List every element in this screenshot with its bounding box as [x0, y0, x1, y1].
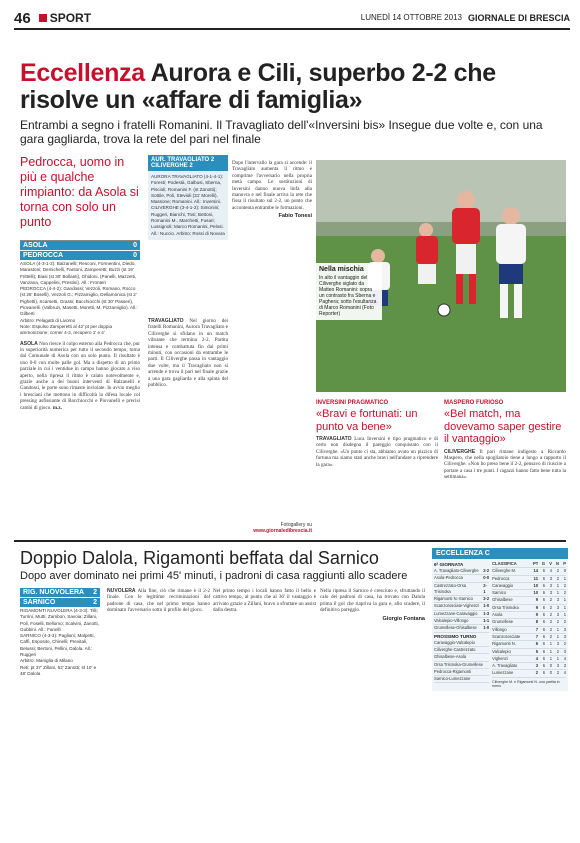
score-row-away [20, 251, 140, 260]
travagliato-body-col2 [232, 160, 312, 219]
standings-row [492, 627, 566, 634]
standings-cols [533, 561, 566, 567]
next-match: Sarnico-Lumezzane [434, 676, 471, 682]
team-name: ASOLA [23, 242, 48, 249]
standings-row [492, 590, 566, 597]
result-score: 0-0 [483, 575, 490, 581]
travagliato-body-text: Nel giorno dei fratelli Romanini, Aurora Travagliato e Ciliverghe si sfidano in un match vibrante che termina 2-2. Partita intensa e combattuta fin dai primi minuti, con occasioni da entrambe le parti. Il Ciliverghe passa in vantaggio due volte, ma il Travagliato non si arrende e trova il pari nel finale grazie a una gara gagliarda e alla spinta del pubblico. [148, 318, 228, 389]
standings-team: Lumezzane [492, 670, 514, 676]
col-header: P [563, 561, 566, 566]
team-score: 0 [133, 242, 137, 249]
standings-g: 6 [542, 626, 545, 632]
travagliato-body [148, 318, 228, 388]
headline-league: Eccellenza [20, 59, 145, 87]
next-match: Pedrocca-Rigamonti [434, 668, 472, 674]
asola-body [20, 341, 140, 411]
next-row [434, 640, 489, 647]
next-row [434, 662, 489, 669]
standings-p: 1 [563, 604, 566, 610]
standings-v: 2 [549, 619, 552, 625]
standings-pt: 5 [535, 648, 538, 654]
standings-team: A. Travagliato [492, 663, 518, 669]
dateline: CILIVERGHE [444, 448, 476, 455]
standings-row [492, 649, 566, 656]
standings-g: 6 [542, 612, 545, 618]
next-row [434, 654, 489, 661]
asola-body-text: Non riesce il colpo esterno alla Pedrocca che, pur in superiorità numerica per tutto il secondo tempo, torna dal Comunale di Asola con un solo punto. Il risultato è uno 0-0 con molte palle gol. Ma a dispetto di un primo parziale in cui i ventidue in campo hanno giocato a viso aperto, nella ripresa il ritmo è calato notevolmente e, grazie anche a dei buoni interventi di Balzanelli e Gandossi, le porte sono rimaste inviolate. In avvio meglio i bresciani che mettono in difficoltà la difesa locale col pressing asfissiante di Bacchiocchi e Piovanelli e precisi cambi di gioco. [20, 340, 140, 411]
standings-p: 2 [563, 582, 566, 588]
next-row [434, 669, 489, 676]
standings-n: 3 [556, 663, 559, 669]
side-kicker: INVERSINI PRAGMATICO [316, 400, 389, 406]
standings-values [533, 627, 566, 633]
result-row [434, 575, 489, 582]
next-list [434, 640, 489, 684]
asola-column [20, 155, 140, 411]
standings-team: Orsa Trismoka [492, 604, 519, 610]
standings-v: 2 [549, 633, 552, 639]
standings-n: 1 [556, 626, 559, 632]
standings-team: Grumellese [492, 619, 514, 625]
standings-p: 2 [563, 641, 566, 647]
standings-team: Valcalepio [492, 648, 511, 654]
standings-pt: 6 [535, 641, 538, 647]
standings-pt: 9 [535, 612, 538, 618]
standings-p: 0 [563, 568, 566, 574]
team-name: RIG. NUOVOLERA [23, 589, 85, 596]
standings-pt: 10 [533, 582, 538, 588]
standings-g: 6 [542, 633, 545, 639]
standings-g: 6 [542, 641, 545, 647]
rig-body-text: Nel primo tempo i locali hanno fatto il bello e cattivo tempo, al punto che al 36' il vantaggio è arrivato grazie a Zillani, bravo a sfruttare un assist dalla destra. [213, 588, 316, 614]
standings-n: 2 [556, 575, 559, 581]
eccellenza-content [432, 559, 568, 691]
lineup-sarnico: SARNICO (4-3-3): Paglioni; Malpetti, Caffi, Esposito, Chinelli; Previtali, Belussi; Bertoni, Pellini, Dalola. All.: Ruggeri [20, 633, 95, 658]
results-list [434, 568, 489, 633]
rig-body-text: Alla fine, ciò che rimane è il 2-2 finale. Con le legittime recriminazioni del padrone di casa, che nel primo tempo hanno dominato l'avversario sotto il profilo del gioco. [107, 588, 210, 614]
team-name: SARNICO [23, 599, 56, 606]
col-header: PT [533, 561, 539, 566]
dateline: TRAVAGLIATO [148, 318, 184, 324]
rig-body-text: Nella ripresa il Sarnico è cresciuto e, sfruttando il calo dei padroni di casa, ha trovato con Dalola prima il gol che riapriva la gara e, allo scadere, il definitivo pareggio. [320, 588, 425, 614]
standings-g: 6 [542, 575, 545, 581]
standings-values [533, 670, 566, 676]
standings-pt: 11 [533, 575, 538, 581]
standings-row [492, 605, 566, 612]
next-label: PROSSIMO TURNO [434, 633, 477, 639]
standings-team: Rigamonti N. [492, 641, 516, 647]
referee: Arbitro: Maniglia di Milano [20, 658, 73, 664]
standings-values [533, 597, 566, 603]
standings-values [533, 605, 566, 611]
standings-pt: 7 [535, 626, 538, 632]
standings-p: 1 [563, 597, 566, 603]
standings-n: 3 [556, 641, 559, 647]
result-row [434, 603, 489, 610]
standings-v: 3 [549, 575, 552, 581]
section-name: SPORT [49, 11, 92, 25]
standings-values [533, 663, 566, 669]
eccellenza-title: ECCELLENZA C [432, 548, 568, 559]
standings-p: 2 [563, 619, 566, 625]
standings-n: 2 [556, 670, 559, 676]
standings-g: 6 [542, 619, 545, 625]
standings-pt: 9 [535, 597, 538, 603]
standings-header [492, 561, 566, 568]
col-header: N [556, 561, 559, 566]
section-square-icon [39, 14, 47, 22]
standings-pt: 8 [535, 619, 538, 625]
standings-n: 2 [556, 619, 559, 625]
standings-v: 3 [549, 582, 552, 588]
results-column [434, 561, 489, 689]
result-match: A. Travagliato-Ciliverghe [434, 568, 479, 573]
standings-v: 0 [549, 670, 552, 676]
standings-values [533, 583, 566, 589]
standings-team: Scanzorosciate [492, 633, 521, 639]
standings-g: 6 [542, 670, 545, 676]
standings-g: 6 [542, 604, 545, 610]
standings-pt: 3 [535, 663, 538, 669]
result-match: Lumezzane-Caravaggio [434, 610, 478, 616]
rigamonti-body-col3 [320, 588, 425, 622]
lineup-pedrocca: PEDROCCA (4-4-2): Gandossi; Vezzoli, Romano, Rocco (st 26' Boselli), Vezzoli G.; Pizzamiglio, Dellamonica (st 2' Pighetti), Scarsetti, Grassi; Bacchiocchi (st 30' Passeri), Piovanelli. (Valbruzi, Masetti, Moretti, M. Pizzamiglio). All.: Gilberti [20, 286, 138, 317]
standings-values [533, 576, 566, 582]
standings-label: CLASSIFICA [492, 561, 517, 566]
result-match: Valcalepio-Villongo [434, 618, 469, 624]
standings-team: Ghisalbese [492, 597, 513, 603]
standings-pt: 14 [533, 568, 538, 574]
standings-p: 3 [563, 626, 566, 632]
standings-row [492, 597, 566, 604]
caption-title: Nella mischia [319, 266, 364, 273]
team-score: 2 [93, 589, 97, 596]
second-subhead: Dopo aver dominato nei primi 45' minuti, i padroni di casa raggiunti allo scadere [20, 570, 408, 582]
section-label [39, 11, 91, 25]
result-row [434, 583, 489, 597]
standings-team: Caravaggio [492, 582, 514, 588]
standings-pt: 7 [535, 633, 538, 639]
rig-body [107, 588, 210, 614]
page-number: 46 [14, 9, 31, 27]
side-body [444, 449, 566, 481]
standings-v: 2 [549, 597, 552, 603]
next-row [434, 647, 489, 654]
standings-values [533, 612, 566, 618]
result-score: 2-1 [483, 582, 487, 594]
headline-text: Aurora e Cili, superbo 2-2 che risolve un «affare di famiglia» [20, 59, 496, 114]
standings-values [533, 656, 566, 662]
standings-g: 6 [542, 655, 545, 661]
standings-note: Ciliverghe M. e Rigamonti N. una partita in meno [492, 679, 560, 689]
standings-row [492, 634, 566, 641]
dateline: NUVOLERA [107, 588, 136, 594]
page-header [14, 8, 570, 30]
standings-v: 1 [549, 655, 552, 661]
side-body-text: Il pari rimane indigesto a Riccardo Maspero, che nella spogliatoio tiene a lungo a rapporto il Ciliverghe. «Non ho preso bene il 2-2, pensavo di riuscire a portare a casa i tre punti. I ragazzi hanno fatto bene tutta la settimana». [444, 448, 566, 481]
standings-v: 2 [549, 612, 552, 618]
team-score: 2 [93, 599, 97, 606]
standings-p: 1 [563, 575, 566, 581]
standings-pt: 4 [535, 655, 538, 661]
result-score: 1-0 [483, 625, 490, 631]
standings-values [533, 619, 566, 625]
standings-n: 1 [556, 582, 559, 588]
standings-v: 2 [549, 604, 552, 610]
standings-n: 1 [556, 590, 559, 596]
standings-n: 1 [556, 655, 559, 661]
standings-g: 6 [542, 568, 545, 574]
photo-caption [316, 263, 382, 320]
standings-row [492, 568, 566, 575]
next-match: Ciliverghe-Castrezzato [434, 646, 476, 652]
side-title: «Bel match, ma dovevamo saper gestire il vantaggio» [444, 408, 562, 445]
rigamonti-body-col2 [213, 588, 316, 614]
score-row-away [20, 598, 100, 607]
sidebar-inversini [316, 400, 438, 468]
next-row [434, 676, 489, 683]
travagliato-box-body [148, 171, 228, 240]
sidebar-maspero [444, 400, 566, 481]
standings-team: Villongo [492, 626, 507, 632]
standings-n: 2 [556, 568, 559, 574]
result-score: 1-3 [483, 610, 490, 616]
standings-team: Pedrocca [492, 575, 510, 581]
standings-n: 3 [556, 604, 559, 610]
caption-body: In alto il vantaggio del Ciliverghe siglato da Matteo Romanini: sopra un contrasto fra Sberna e Paghera; sotto l'esultanza di Marco Romanini (Foto Reporter) [319, 275, 377, 317]
standings-p: 1 [563, 612, 566, 618]
standings-v: 1 [549, 641, 552, 647]
standings-row [492, 641, 566, 648]
result-match: Grumellese-Ghisalbese [434, 625, 477, 631]
standings-values [533, 568, 566, 574]
rigamonti-body-col1 [107, 588, 210, 614]
result-match: Asola-Pedrocca [434, 575, 463, 581]
standings-team: Vighenzi [492, 655, 508, 661]
standings-g: 6 [542, 663, 545, 669]
standings-v: 0 [549, 663, 552, 669]
standings-p: 3 [563, 663, 566, 669]
standings-p: 4 [563, 655, 566, 661]
side-title: «Bravi e fortunati: un punto va bene» [316, 408, 418, 433]
standings-v: 3 [549, 590, 552, 596]
fotogallery-label: Fotogallery su [280, 522, 312, 528]
travagliato-box-head: AUR. TRAVAGLIATO 2 CILIVERGHE 2 [148, 155, 228, 171]
standings-n: 3 [556, 597, 559, 603]
result-score: 2-2 [483, 596, 490, 602]
result-row [434, 625, 489, 632]
standings-n: 1 [556, 633, 559, 639]
score-row-home [20, 588, 100, 597]
standings-list [492, 568, 566, 677]
result-match: Scanzorosciate-Vighenzi [434, 603, 479, 609]
byline: Giorgio Fontana [382, 615, 425, 622]
standings-team: Asola [492, 612, 503, 618]
result-score: 1-1 [483, 618, 490, 624]
standings-values [533, 590, 566, 596]
standings-column [492, 561, 566, 689]
side-body-text: Luca Inversini è tipo pragmatico e di certo non disdegna il pareggio conquistato con il Ciliverghe. «Un punto ci sta, abbiamo avuto un pizzico di fortuna ma siamo stati anche bravi nell'andare a riprendere la gara». [316, 436, 439, 468]
standings-g: 6 [542, 648, 545, 654]
next-match: Orsa Trismoka-Grumellese [434, 661, 483, 667]
standings-p: 4 [563, 670, 566, 676]
referee: Arbitro: Pelagatti di Livorno [20, 317, 76, 323]
dateline: TRAVAGLIATO [316, 436, 352, 442]
result-score: 1-0 [483, 603, 490, 609]
standings-values [533, 641, 566, 647]
team-score: 0 [133, 252, 137, 259]
main-subhead: Entrambi a segno i fratelli Romanini. Il Travagliato dell'«Inversini bis» Insegue due volte e, con una gara gagliarda, trova la rete del pari nel finale [20, 118, 543, 146]
standings-n: 2 [556, 648, 559, 654]
col-header: V [549, 561, 552, 566]
score-row-home [20, 241, 140, 250]
result-row [434, 618, 489, 625]
standings-pt: 10 [533, 590, 538, 596]
result-row [434, 611, 489, 618]
standings-v: 1 [549, 648, 552, 654]
result-match: Rigamonti N.-Sarnico [434, 596, 473, 602]
travagliato-body-col1 [148, 318, 228, 388]
rigamonti-box [20, 588, 100, 677]
side-kicker: MASPERO FURIOSO [444, 400, 504, 406]
result-match: Castrezzato-Orsa Trismoka [434, 582, 467, 594]
eccellenza-box [432, 548, 568, 691]
standings-values [533, 634, 566, 640]
lineup-rigamonti: RIGAMONTI NUVOLERA (4-3-3): Tilli; Turrini, Mutti, Zambon, Savoia; Zillani, Poli, Foselli, Bellomo; Scalvini, Zanotti, Gubbini. All.: Fanelli [20, 608, 99, 632]
lineup-asola: ASOLA (4-3-1-2): Balzanelli; Resconi, Formentini, Diedo, Marastoni; Demichelli, Fantoni, Zamperetti; Buzzi (st 19' Frittelli); Biasi (st 30' Bollanti), Ghidoni. (Panelli, Mazzetti, Vanzana, Cappelini, Prestini). All.: Fronteri [20, 261, 137, 285]
asola-kicker: Pedrocca, uomo in più e qualche rimpianto: da Asola si torna con solo un punto [20, 155, 139, 229]
standings-p: 3 [563, 648, 566, 654]
standings-g: 6 [542, 582, 545, 588]
standings-team: Ciliverghe M. [492, 568, 517, 574]
travagliato-body-cont: Dopo l'intervallo la gara si accende: il Travagliato aumenta il ritmo e comprime l'avversario nella propria metà campo. Le sostituzioni di Inversini danno nuova linfa alla manovra e nel finale arriva la rete che fissa il risultato sul 2-2, un punto che accontenta entrambe le formazioni. [232, 160, 312, 211]
asola-score-box [20, 240, 140, 260]
byline: m.z. [52, 404, 62, 411]
standings-row [492, 612, 566, 619]
next-match: Caravaggio-Valcalepio [434, 639, 475, 645]
ball-icon [438, 304, 450, 316]
fotogallery-credit [232, 522, 312, 534]
standings-n: 3 [556, 612, 559, 618]
team-name: PEDROCCA [23, 252, 64, 259]
result-score: 2-2 [483, 568, 490, 573]
giornata-label: 6ª GIORNATA [434, 562, 464, 567]
standings-v: 4 [549, 568, 552, 574]
byline: Fabio Tonesi [278, 213, 312, 220]
standings-row [492, 583, 566, 590]
travagliato-lineups: AURORA TRAVAGLIATO (4-1-4-1): Foresti; Podestà, Galbusi, Sberna, Piscioli; Romanini F. (st Zanotti); Sottile, Poli, Stevioli (31' Morelli), Massone; Romanini. All.: Inversini. CILIVERGHE (3-4-1-2): Simonini; Ruggeri, Bianchi, Tosi; Bettoni, Romanini M., Marchetti, Fusari; Lussignoli; Marco Romanini, Pelosi. All.: Nuccio. Arbitro: Rossi di Novara [151, 174, 225, 236]
goals: Reti: pt 37' Zillani, 52' Zanotti; st 10' e 48' Dalola [20, 664, 97, 676]
fotogallery-link[interactable]: www.giornaledibrescia.it [253, 528, 312, 534]
standings-p: 3 [563, 633, 566, 639]
standings-v: 2 [549, 626, 552, 632]
result-row [434, 568, 489, 575]
standings-row [492, 663, 566, 670]
match-notes: Note: Espulso Zamperetti al 42' pt per doppia ammonizione; corner 4-2, recupero 1' e 4' [20, 323, 113, 336]
standings-row [492, 619, 566, 626]
standings-row [492, 670, 566, 677]
standings-p: 2 [563, 590, 566, 596]
dateline: ASOLA [20, 340, 38, 347]
section-divider [14, 540, 566, 542]
standings-g: 6 [542, 590, 545, 596]
standings-pt: 9 [535, 604, 538, 610]
standings-row [492, 656, 566, 663]
standings-values [533, 649, 566, 655]
next-match: Ghisalbese-Asola [434, 654, 467, 660]
side-body [316, 436, 438, 468]
header-right [361, 13, 570, 23]
standings-g: 6 [542, 597, 545, 603]
col-header: G [541, 561, 545, 566]
issue-date: LUNEDÌ 14 OTTOBRE 2013 [360, 13, 462, 22]
result-row [434, 596, 489, 603]
main-headline [20, 60, 568, 114]
paper-name: GIORNALE DI BRESCIA [467, 13, 570, 23]
second-headline: Doppio Dalola, Rigamonti beffata dal Sarnico [20, 548, 379, 568]
travagliato-box [148, 155, 228, 240]
standings-pt: 2 [535, 670, 538, 676]
standings-row [492, 576, 566, 583]
standings-team: Sarnico [492, 590, 507, 596]
